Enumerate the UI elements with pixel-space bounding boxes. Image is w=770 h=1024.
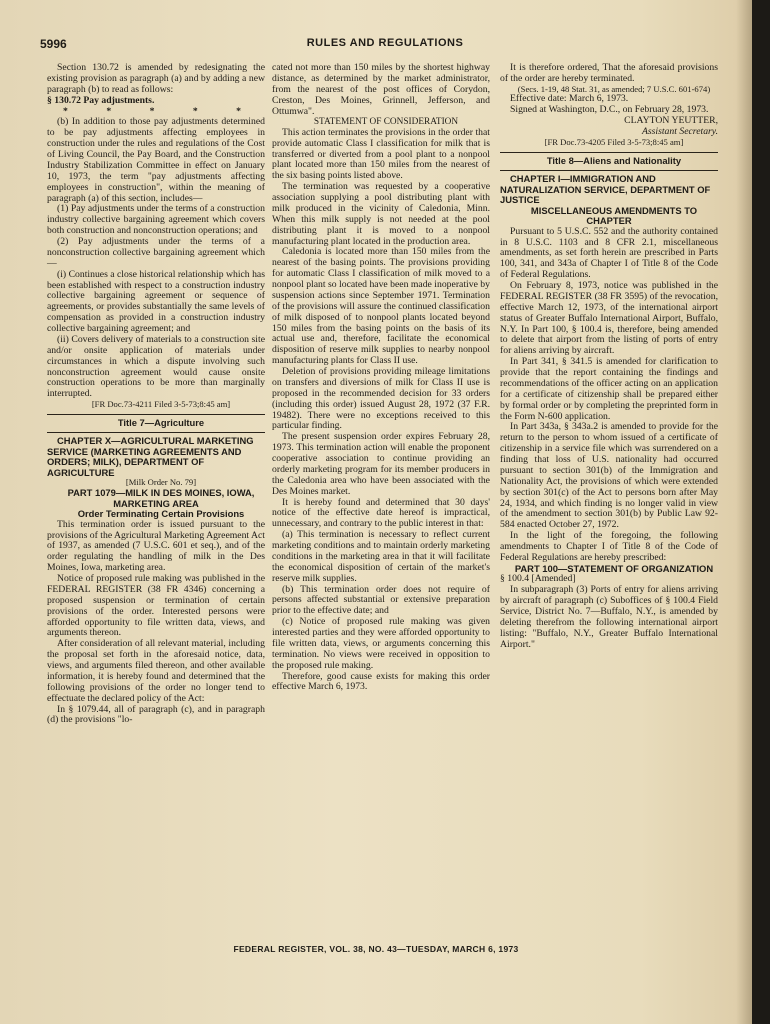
page-number: 5996: [40, 37, 67, 51]
column-2: [272, 63, 490, 693]
paragraph: Deletion of provisions providing mileage limitations on transfers and diversions of milk for Class II use is proposed in the recommended decision for 33 orders (including this order) issued August 28, 1972 (37 F.R. 19482). There were no exceptions received to this particular finding.: [272, 366, 490, 432]
paragraph: Notice of proposed rule making was published in the FEDERAL REGISTER (38 FR 4346) concerning a proposed suspension or termination of certain provisions of the order. Interested persons were afforded opportunity to file written data, views, and arguments thereon.: [47, 573, 265, 639]
divider: [500, 152, 718, 153]
chapter-heading: CHAPTER X—AGRICULTURAL MARKETING SERVICE (MARKETING AGREEMENTS AND ORDERS; MILK), DEPARTMENT OF AGRICULTURE: [47, 435, 254, 478]
column-1: [47, 63, 265, 726]
paragraph: Caledonia is located more than 150 miles from the nearest of the basing points. The provisions providing for automatic Class I classification of milk moved to a nonpool plant so located have been made inoperative by suspension actions since September 1971. Termination of the provisions will assure the continued classification of milk disposed of to nonpool plants located beyond 150 miles from the basing points on the basis of its actual use and, therefore, facilitate the economical disposition of reserve milk supplies to nearby nonpool manufacturing plants for Class II use.: [272, 246, 490, 367]
paragraph: The present suspension order expires February 28, 1973. This termination action will enable the proponent cooperative association to continue providing an orderly marketing program for its member producers in the Caledonia area who have been associated with the Des Moines market.: [272, 431, 490, 497]
paragraph: (i) Continues a close historical relationship which has been established with respect to a construction industry collective bargaining agreement or sequence of agreements, or provides substantially the same levels of compensation as provided in a construction industry collective bargaining agreement; and: [47, 268, 265, 334]
page-footer: FEDERAL REGISTER, VOL. 38, NO. 43—TUESDAY, MARCH 6, 1973: [233, 944, 519, 954]
chapter-heading: CHAPTER I—IMMIGRATION AND NATURALIZATION SERVICE, DEPARTMENT OF JUSTICE: [500, 173, 711, 206]
fr-doc-citation: [FR Doc.73-4211 Filed 3-5-73;8:45 am]: [91, 399, 231, 410]
paragraph: cated not more than 150 miles by the shortest highway distance, as determined by the market administrator, from the nearest of the post offices of Corydon, Creston, Des Moines, Grinnell, Jefferson, and Ottumwa".: [272, 62, 490, 117]
paragraph: In Part 341, § 341.5 is amended for clarification to provide that the report containing the findings and recommendations of the officer acting on an application for a certificate of citizenship shall be prepared either by formal order or by completing the preprinted form in the Form N-600 application.: [500, 356, 718, 422]
column-3: [500, 63, 718, 651]
paragraph: (b) This termination order does not require of persons affected substantial or extensive preparation prior to the effective date; and: [272, 583, 490, 617]
paragraph: (b) In addition to those pay adjustments determined to be pay adjustments affecting employees in construction under the rules and regulations of the Cost of Living Council, the Pay Board, and the Construction Industry Stabilization Committee in effect on January 10, 1973, the term "pay adjustments affecting employees in construction", within the meaning of paragraph (a) of this section, includes—: [47, 116, 265, 204]
running-title: RULES AND REGULATIONS: [306, 37, 464, 49]
paragraph: (2) Pay adjustments under the terms of a nonconstruction collective bargaining agreement which—: [47, 236, 265, 269]
ellipsis-stars: * * * * *: [63, 105, 259, 117]
paragraph: After consideration of all relevant material, including the proposal set forth in the aforesaid notice, data, views, and arguments filed thereon, and other available information, it is hereby found and determined that the following provisions of the order no longer tend to effectuate the declared policy of the Act:: [47, 638, 265, 704]
authority-citation: (Secs. 1-19, 48 Stat. 31, as amended; 7 U.S.C. 601-674): [517, 83, 711, 94]
paragraph: On February 8, 1973, notice was published in the FEDERAL REGISTER (38 FR 3595) of the revocation, effective March 12, 1973, of the international airport status of Greater Buffalo International Airport, Buffalo, N.Y. In Part 100, § 100.4 is, therefore, being amended to delete that airport from the listing of ports of entry for aliens arriving by aircraft.: [500, 280, 718, 357]
paragraph: This termination order is issued pursuant to the provisions of the Agricultural Marketing Agreement Act of 1937, as amended (7 U.S.C. 601 et seq.), and of the order regulating the handling of milk in the Des Moines, Iowa, marketing area.: [47, 518, 265, 574]
signer-name: CLAYTON YEUTTER,: [624, 115, 718, 127]
paragraph: In subparagraph (3) Ports of entry for aliens arriving by aircraft of paragraph (c) Suboffices of § 100.4 Field Service, District No. 7—Buffalo, N.Y., is amended by deleting therefrom the following international airport listing: "Buffalo, N.Y., Greater Buffalo International Airport.": [500, 584, 718, 650]
paragraph: Therefore, good cause exists for making this order effective March 6, 1973.: [272, 670, 490, 693]
statement-heading: STATEMENT OF CONSIDERATION: [313, 117, 459, 128]
part-heading: PART 1079—MILK IN DES MOINES, IOWA, MARKETING AREA: [67, 487, 255, 509]
page-edge-shadow: [736, 0, 752, 1024]
fr-doc-citation: [FR Doc.73-4205 Filed 3-5-73;8:45 am]: [544, 136, 684, 147]
paragraph: Signed at Washington, D.C., on February 28, 1973.: [510, 104, 709, 116]
paragraph: Effective date: March 6, 1973.: [510, 93, 629, 105]
part-heading: PART 100—STATEMENT OF ORGANIZATION: [514, 562, 714, 574]
paragraph: (1) Pay adjustments under the terms of a construction industry collective bargaining agreement which covers both construction and nonconstruction operations; and: [47, 203, 265, 237]
divider: [500, 170, 718, 171]
paragraph: This action terminates the provisions in the order that provide automatic Class I classification for milk that is transferred or diverted from a pool plant to a nonpool plant located more than 150 miles from the nearest of the six basing points listed above.: [272, 126, 490, 182]
amendments-heading: MISCELLANEOUS AMENDMENTS TO CHAPTER: [530, 204, 698, 227]
paragraph: It is therefore ordered, That the aforesaid provisions of the order are hereby terminated.: [500, 62, 718, 84]
divider: [47, 432, 265, 433]
paragraph: In the light of the foregoing, the following amendments to Chapter I of Title 8 of the Code of Federal Regulations are hereby prescribed:: [500, 530, 718, 563]
signer-title: Assistant Secretary.: [641, 126, 718, 138]
title-heading: Title 7—Agriculture: [117, 416, 205, 428]
paragraph: In § 1079.44, all of paragraph (c), and in paragraph (d) the provisions "lo-: [47, 703, 265, 726]
paragraph: Section 130.72 is amended by redesignating the existing provision as paragraph (a) and by adding a new paragraph (b) to read as follows:: [47, 62, 265, 95]
subheading: Order Terminating Certain Provisions: [77, 508, 245, 520]
paragraph: (ii) Covers delivery of materials to a construction site and/or onsite application of materials under circumstances in which a dispute involving such nonconstruction agreement would cause onsite construction operations to be more than marginally interrupted.: [47, 333, 265, 400]
milk-order-number: [Milk Order No. 79]: [125, 477, 197, 488]
divider: [47, 414, 265, 415]
section-amended: § 100.4 [Amended]: [500, 573, 576, 585]
paragraph: Pursuant to 5 U.S.C. 552 and the authority contained in 8 U.S.C. 1103 and 8 CFR 2.1, miscellaneous amendments, as set forth herein are prescribed in Parts 100, 341, and 343a of Chapter I of Title 8 of the Code of Federal Regulations.: [500, 225, 718, 281]
paragraph: In Part 343a, § 343a.2 is amended to provide for the return to the person to whom issued of a certificate of citizenship in a service file which was surrendered on a finding that loss of U.S. nationality had occurred pursuant to section 301(b) of the Immigration and Nationality Act, the provisions of which were extended by section 301(c) of the Act to persons born after May 24, 1934, and which finding is no longer valid in view of the amendment to section 301(b) by Public Law 92-584 enacted October 27, 1972.: [500, 421, 718, 531]
section-heading: § 130.72 Pay adjustments.: [47, 94, 155, 106]
paragraph: The termination was requested by a cooperative association supplying a pool distributing plant with milk produced in the vicinity of Caledonia, Minn. When this milk supply is not needed at the pool distributing plant it is moved to a nonpool manufacturing plant located in the production area.: [272, 181, 490, 247]
page-header: [40, 37, 730, 53]
paragraph: (c) Notice of proposed rule making was given interested parties and they were afforded opportunity to file written data, views, or arguments concerning this termination. No views were received in opposition to the proposed rule making.: [272, 616, 490, 671]
title-heading: Title 8—Aliens and Nationality: [546, 154, 682, 166]
paragraph: (a) This termination is necessary to reflect current marketing conditions and to maintain orderly marketing conditions in the marketing area in that it will facilitate the economical disposition of certain of the market's reserve milk supplies.: [272, 529, 490, 584]
paragraph: It is hereby found and determined that 30 days' notice of the effective date hereof is impractical, unnecessary, and contrary to the public interest in that:: [272, 496, 490, 530]
